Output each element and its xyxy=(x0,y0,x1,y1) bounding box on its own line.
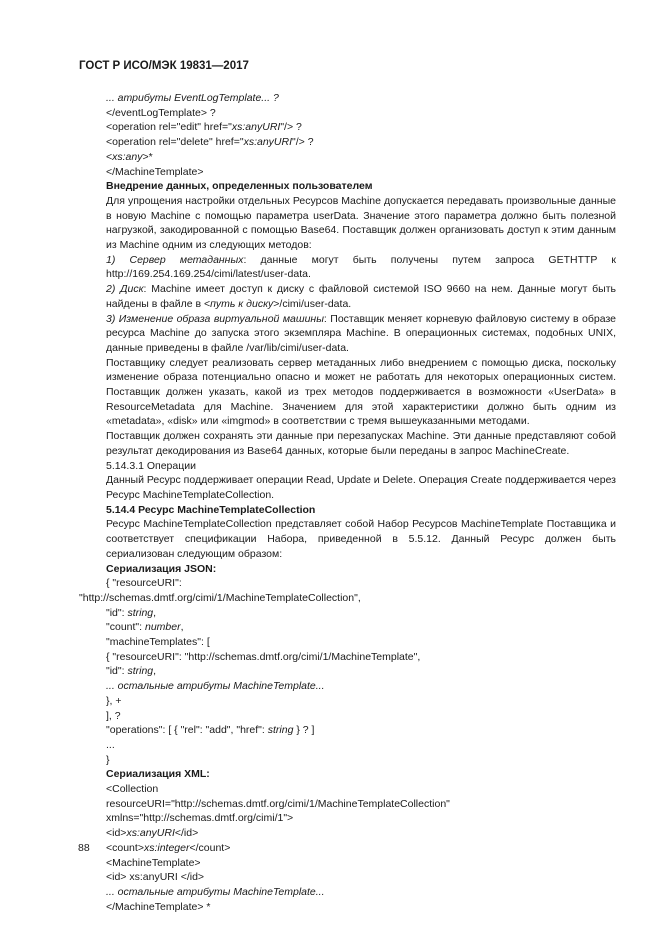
code-line: ... остальные атрибуты MachineTemplate... xyxy=(106,680,325,693)
code-line: ... остальные атрибуты MachineTemplate... xyxy=(106,885,325,898)
paragraph: Для упрощения настройки отдельных Ресурсов Machine допускается передавать произвольные данные в новую Machine с помощью параметра userData. Значение этого параметра должно быть полезной нагрузкой, закодированной с помощью Base64. Поставщик должен организовать доступ к этим данным из Machine одним из следующих методов: xyxy=(106,194,616,252)
code-text: "id": xyxy=(106,665,128,678)
subsection-heading: 5.14.4 Ресурс MachineTemplateCollection xyxy=(106,503,316,516)
code-text: <operation rel="edit" href=" xyxy=(106,121,232,134)
code-line: } xyxy=(106,753,110,766)
code-line: ... xyxy=(106,738,115,751)
method-text: : данные могут быть получены путем запроса GETHTTP к http://169.254.169.254/cimi/latest/user-data. xyxy=(106,253,616,281)
code-text: , xyxy=(180,621,184,634)
code-line xyxy=(79,606,616,621)
code-line xyxy=(79,135,616,150)
code-line xyxy=(79,723,616,738)
code-line: </MachineTemplate> * xyxy=(106,900,211,913)
code-line xyxy=(79,120,616,135)
code-line: <id> xs:anyURI </id> xyxy=(106,871,205,884)
code-text: < xyxy=(106,150,113,163)
code-line: </MachineTemplate> xyxy=(106,165,204,178)
code-type: xs:anyURI xyxy=(126,827,175,840)
method-path: путь к диску xyxy=(210,297,274,310)
code-text: "operations": [ { "rel": "add", "href": xyxy=(106,724,268,737)
code-line: { "resourceURI": "http://schemas.dmtf.org/cimi/1/MachineTemplate", xyxy=(106,650,421,663)
paragraph: Ресурс MachineTemplateCollection представляет собой Набор Ресурсов MachineTemplate Поставщика и соответствует спецификации Набора, приведенной в 5.5.12. Данный Ресурс должен быть сериализован следующим образом: xyxy=(106,518,616,560)
xml-heading: Сериализация XML: xyxy=(106,768,210,781)
method-item xyxy=(79,282,616,311)
code-line: ], ? xyxy=(106,709,121,722)
code-text: </count> xyxy=(189,841,231,854)
code-line: ... атрибуты EventLogTemplate... ? xyxy=(106,92,279,104)
code-text: <id> xyxy=(106,827,127,840)
paragraph: Поставщик должен сохранять эти данные при перезапусках Machine. Эти данные представляют собой результат декодирования из Base64 данных, которые были переданы в запрос MachineCreate. xyxy=(106,430,616,457)
method-name: 3) Изменение образа виртуальной машины xyxy=(106,312,324,325)
json-heading: Сериализация JSON: xyxy=(106,562,217,575)
document-header: ГОСТ Р ИСО/МЭК 19831—2017 xyxy=(79,60,249,72)
code-type: string xyxy=(127,606,154,619)
method-item xyxy=(79,312,616,356)
code-type: number xyxy=(144,621,181,634)
code-type: string xyxy=(267,724,294,737)
method-text: : Поставщик меняет корневую файловую систему в образе ресурса Machine до запуска этого экземпляра Machine. В операционных системах, подобных UNIX, данные приведены в файле /var/lib/cimi/user-data. xyxy=(106,312,616,354)
code-text: "count": xyxy=(106,621,145,634)
code-line xyxy=(79,826,616,841)
paragraph: Данный Ресурс поддерживает операции Read, Update и Delete. Операция Create поддерживается через Ресурс MachineTemplateCollection. xyxy=(106,474,616,501)
code-text: , xyxy=(153,606,157,619)
code-line: "machineTemplates": [ xyxy=(106,636,210,649)
method-item xyxy=(79,253,616,282)
code-line: <MachineTemplate> xyxy=(106,856,201,869)
code-line xyxy=(79,841,616,856)
code-text: "id": xyxy=(106,606,128,619)
code-text: } ? ] xyxy=(293,724,315,737)
code-text: <count> xyxy=(106,841,144,854)
code-line xyxy=(79,620,616,635)
method-text: >/cimi/user-data. xyxy=(273,297,352,310)
code-line: <Collection xyxy=(106,783,159,796)
paragraph: Поставщику следует реализовать сервер метаданных либо внедрением с помощью диска, поскольку изменение образа потенциально опасно и может не работать для некоторых операционных систем. Поставщик должен указать, какой из трех методов поддерживается в возможности «UserData» в ResourceMetadata для Machine. Значением для этой характеристики должно быть одним из «metadata», «disk» или «imgmod» в соответствии с тремя вышеуказанными методами. xyxy=(106,356,616,428)
method-name: 1) Сервер метаданных xyxy=(106,253,244,266)
code-line: "http://schemas.dmtf.org/cimi/1/MachineTemplateCollection", xyxy=(79,591,361,604)
page-body xyxy=(79,91,616,914)
page-number: 88 xyxy=(78,842,90,854)
code-text: </id> xyxy=(174,827,199,840)
code-text: , xyxy=(153,665,157,678)
code-line xyxy=(79,664,616,679)
code-line: { "resourceURI": xyxy=(106,577,182,590)
method-name: 2) Диск xyxy=(106,283,144,296)
section-heading: Внедрение данных, определенных пользователем xyxy=(106,180,373,193)
code-type: xs:anyURI xyxy=(243,136,293,149)
method-text: : Machine имеет доступ к диску с файловой системой ISO 9660 на нем. Данные могут быть найдены в файле в < xyxy=(106,283,616,310)
code-type: xs:any xyxy=(112,150,143,163)
subsection-heading: 5.14.3.1 Операции xyxy=(106,459,196,472)
code-line: xmlns="http://schemas.dmtf.org/cimi/1"> xyxy=(106,812,294,825)
code-text: >* xyxy=(142,150,153,163)
code-text: "/> ? xyxy=(292,136,314,149)
code-type: xs:anyURI xyxy=(231,121,281,134)
code-type: string xyxy=(127,665,154,678)
code-line: resourceURI="http://schemas.dmtf.org/cimi/1/MachineTemplateCollection" xyxy=(106,797,450,810)
code-line xyxy=(79,150,616,165)
code-line: </eventLogTemplate> ? xyxy=(106,106,216,119)
code-text: <operation rel="delete" href=" xyxy=(106,136,244,149)
code-text: "/> ? xyxy=(280,121,302,134)
code-line: }, + xyxy=(106,694,122,707)
code-type: xs:integer xyxy=(143,841,190,854)
